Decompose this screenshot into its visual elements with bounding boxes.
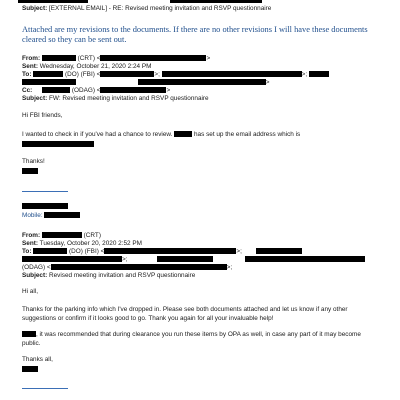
redaction-bar xyxy=(33,71,63,77)
redaction-bar xyxy=(33,248,67,254)
email1-sent: Sent: Wednesday, October 21, 2020 2:24 PM xyxy=(22,63,152,70)
redaction-bar xyxy=(22,79,76,85)
email1-from: From: (CRT) < > xyxy=(22,55,211,62)
redaction-bar xyxy=(104,248,236,254)
email2-subject: Subject: Revised meeting invitation and RSVP questionnaire xyxy=(22,272,196,279)
email2-closing: Thanks all, xyxy=(22,356,53,363)
email2-to-cont: >; xyxy=(22,256,365,264)
email1-cc: Cc: (ODAG) < > xyxy=(22,87,171,94)
redaction-bar xyxy=(22,203,68,209)
redaction-bar xyxy=(42,55,76,61)
redaction-bar xyxy=(157,256,213,262)
redaction-bar xyxy=(245,256,365,262)
email2-para2-line1: , it was recommended that during clearance you run these items by OPA as well, in case any part of it may become xyxy=(22,331,361,339)
redaction-bar xyxy=(170,0,262,3)
redaction-bar xyxy=(22,141,94,147)
redaction-bar xyxy=(174,131,192,137)
top-subject-line xyxy=(22,5,271,13)
redaction-bar xyxy=(22,331,36,337)
redaction-bar xyxy=(138,79,266,85)
redaction-bar xyxy=(18,0,88,3)
email2-from: From: (CRT) xyxy=(22,232,101,239)
redaction-bar xyxy=(42,87,70,93)
note-line-1: Attached are my revisions to the documents. If there are no other revisions I will have these documents xyxy=(22,25,368,34)
redaction-bar xyxy=(100,87,166,93)
redaction-bar xyxy=(309,71,329,77)
redaction-bar xyxy=(22,366,38,372)
redaction-bar xyxy=(22,168,38,174)
redaction-bar xyxy=(44,212,80,218)
subject-text: [EXTERNAL EMAIL] - RE: Revised meeting invitation and RSVP questionnaire xyxy=(49,5,272,12)
email1-greeting: Hi FBI friends, xyxy=(22,112,63,119)
email2-sent: Sent: Tuesday, October 20, 2020 2:52 PM xyxy=(22,240,142,247)
email1-subject: Subject: FW: Revised meeting invitation and RSVP questionnaire xyxy=(22,95,209,102)
email2-para1-line2: suggestions or confirm if it looks good to go. Thank you again for all your invaluable help! xyxy=(22,315,274,322)
email1-mobile: Mobile: xyxy=(22,212,80,220)
email1-body: I wanted to check in if you've had a chance to review. has set up the email address which is xyxy=(22,131,301,138)
redaction-bar xyxy=(22,256,122,262)
note-line-2: cleared so they can be sent out. xyxy=(22,35,127,44)
email2-para2-line2: public. xyxy=(22,340,41,347)
email2-to: To: (DO) (FBI) < >; xyxy=(22,248,302,256)
email1-closing: Thanks! xyxy=(22,158,45,165)
email2-para1-line1: Thanks for the parking info which I've dropped in. Please see both documents attached and let us know if any other xyxy=(22,306,348,313)
signature-divider xyxy=(22,388,68,389)
email1-to-cont: > xyxy=(22,79,270,87)
redaction-bar xyxy=(51,264,227,270)
subject-label: Subject: xyxy=(22,5,48,12)
redaction-bar xyxy=(42,232,82,238)
email2-greeting: Hi all, xyxy=(22,288,38,295)
email1-to: To: (DO) (FBI) < >; >; xyxy=(22,71,329,79)
redaction-bar xyxy=(100,71,154,77)
redaction-bar xyxy=(256,248,302,254)
signature-divider xyxy=(22,191,68,192)
email2-to-cont-2: (ODAG) < >; xyxy=(22,264,233,271)
redaction-bar xyxy=(162,71,302,77)
redaction-bar xyxy=(100,55,206,61)
